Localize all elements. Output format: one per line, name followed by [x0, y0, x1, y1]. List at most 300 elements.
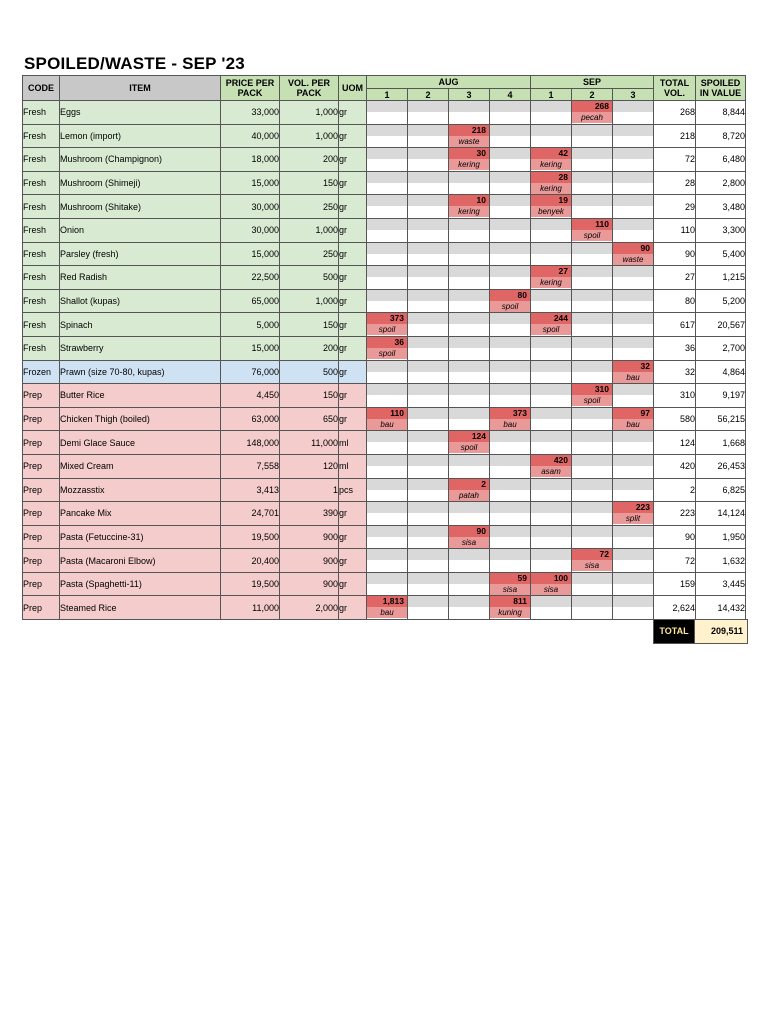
- row-price: 7,558: [221, 454, 280, 478]
- row-vol: 200: [280, 148, 339, 172]
- row-uom: gr: [339, 171, 367, 195]
- waste-reason: [572, 206, 612, 217]
- waste-qty: 42: [531, 148, 571, 159]
- row-code: Prep: [23, 431, 60, 455]
- waste-reason: [408, 419, 448, 430]
- waste-qty: [490, 266, 530, 277]
- day-cell: [572, 572, 613, 596]
- waste-qty: [449, 384, 489, 395]
- waste-qty: [449, 549, 489, 560]
- waste-qty: [367, 195, 407, 206]
- row-item: Pasta (Macaroni Elbow): [60, 549, 221, 573]
- row-total-vol: 223: [654, 502, 696, 526]
- row-price: 19,500: [221, 572, 280, 596]
- row-vol: 1,000: [280, 101, 339, 125]
- waste-qty: 218: [449, 125, 489, 136]
- waste-qty: [449, 573, 489, 584]
- waste-qty: [613, 195, 653, 206]
- row-code: Fresh: [23, 218, 60, 242]
- waste-reason: [367, 136, 407, 147]
- day-cell: [613, 525, 654, 549]
- waste-qty: [408, 243, 448, 254]
- day-cell: [408, 502, 449, 526]
- row-vol: 500: [280, 360, 339, 384]
- waste-qty: [367, 361, 407, 372]
- row-item: Butter Rice: [60, 384, 221, 408]
- waste-reason: [613, 136, 653, 147]
- day-cell: [531, 148, 572, 172]
- day-cell: [613, 124, 654, 148]
- row-item: Pasta (Spaghetti-11): [60, 572, 221, 596]
- waste-reason: kering: [531, 277, 571, 288]
- table-row: [23, 195, 746, 219]
- day-cell: [367, 431, 408, 455]
- day-cell: [490, 336, 531, 360]
- waste-qty: [408, 266, 448, 277]
- row-code: Fresh: [23, 124, 60, 148]
- waste-reason: patah: [449, 490, 489, 501]
- day-cell: [490, 525, 531, 549]
- day-cell: [367, 549, 408, 573]
- waste-reason: [613, 277, 653, 288]
- day-cell: [449, 242, 490, 266]
- day-cell: [613, 478, 654, 502]
- row-vol: 2,000: [280, 596, 339, 620]
- day-cell: [449, 266, 490, 290]
- row-code: Prep: [23, 384, 60, 408]
- header-sep-day: 1: [531, 89, 572, 101]
- waste-qty: [449, 219, 489, 230]
- table-row: [23, 124, 746, 148]
- waste-qty: [367, 549, 407, 560]
- row-price: 19,500: [221, 525, 280, 549]
- waste-qty: [490, 313, 530, 324]
- table-row: [23, 101, 746, 125]
- waste-table: [22, 75, 746, 620]
- day-cell: [572, 336, 613, 360]
- day-cell: [531, 124, 572, 148]
- day-cell: [367, 101, 408, 125]
- waste-reason: [572, 466, 612, 477]
- waste-reason: [572, 254, 612, 265]
- day-cell: [408, 266, 449, 290]
- waste-reason: spoil: [490, 301, 530, 312]
- day-cell: [449, 478, 490, 502]
- row-uom: gr: [339, 242, 367, 266]
- table-row: [23, 218, 746, 242]
- waste-reason: [613, 206, 653, 217]
- day-cell: [572, 384, 613, 408]
- waste-reason: [531, 490, 571, 501]
- day-cell: [531, 572, 572, 596]
- waste-qty: [408, 125, 448, 136]
- row-item: Prawn (size 70-80, kupas): [60, 360, 221, 384]
- waste-reason: [490, 324, 530, 335]
- day-cell: [572, 289, 613, 313]
- waste-qty: [408, 101, 448, 112]
- waste-reason: [449, 466, 489, 477]
- table-row: [23, 336, 746, 360]
- day-cell: [572, 195, 613, 219]
- day-cell: [531, 336, 572, 360]
- waste-reason: [449, 254, 489, 265]
- row-spoiled-value: 6,480: [696, 148, 746, 172]
- row-uom: ml: [339, 431, 367, 455]
- waste-qty: 36: [367, 337, 407, 348]
- waste-reason: asam: [531, 466, 571, 477]
- waste-qty: [367, 243, 407, 254]
- row-spoiled-value: 1,950: [696, 525, 746, 549]
- waste-qty: [490, 337, 530, 348]
- day-cell: [367, 195, 408, 219]
- waste-qty: [613, 148, 653, 159]
- waste-qty: [490, 148, 530, 159]
- row-item: Spinach: [60, 313, 221, 337]
- row-spoiled-value: 2,800: [696, 171, 746, 195]
- day-cell: [613, 336, 654, 360]
- day-cell: [408, 242, 449, 266]
- day-cell: [613, 289, 654, 313]
- waste-qty: [613, 455, 653, 466]
- header-sep: SEP: [531, 76, 654, 89]
- day-cell: [449, 525, 490, 549]
- day-cell: [613, 101, 654, 125]
- waste-qty: 28: [531, 172, 571, 183]
- table-row: [23, 525, 746, 549]
- day-cell: [490, 572, 531, 596]
- day-cell: [613, 549, 654, 573]
- day-cell: [449, 572, 490, 596]
- row-spoiled-value: 56,215: [696, 407, 746, 431]
- day-cell: [408, 289, 449, 313]
- day-cell: [449, 336, 490, 360]
- row-uom: gr: [339, 596, 367, 620]
- waste-qty: [408, 337, 448, 348]
- waste-reason: sisa: [531, 584, 571, 595]
- waste-reason: [367, 254, 407, 265]
- waste-qty: 811: [490, 596, 530, 607]
- waste-reason: [408, 513, 448, 524]
- waste-reason: [449, 513, 489, 524]
- row-uom: gr: [339, 124, 367, 148]
- waste-qty: 72: [572, 549, 612, 560]
- waste-reason: split: [613, 513, 653, 524]
- waste-qty: [572, 573, 612, 584]
- row-code: Prep: [23, 478, 60, 502]
- row-uom: gr: [339, 360, 367, 384]
- waste-qty: [408, 195, 448, 206]
- waste-reason: [572, 442, 612, 453]
- row-spoiled-value: 9,197: [696, 384, 746, 408]
- row-vol: 150: [280, 384, 339, 408]
- row-vol: 1,000: [280, 289, 339, 313]
- waste-qty: [572, 266, 612, 277]
- row-item: Mushroom (Champignon): [60, 148, 221, 172]
- day-cell: [572, 101, 613, 125]
- waste-reason: [367, 183, 407, 194]
- row-price: 18,000: [221, 148, 280, 172]
- waste-qty: [408, 384, 448, 395]
- row-spoiled-value: 1,668: [696, 431, 746, 455]
- row-total-vol: 2,624: [654, 596, 696, 620]
- day-cell: [408, 384, 449, 408]
- day-cell: [531, 549, 572, 573]
- waste-qty: [531, 125, 571, 136]
- waste-qty: 124: [449, 431, 489, 442]
- row-spoiled-value: 1,215: [696, 266, 746, 290]
- waste-qty: 373: [490, 408, 530, 419]
- header-code: CODE: [23, 76, 60, 101]
- day-cell: [613, 195, 654, 219]
- day-cell: [367, 289, 408, 313]
- row-item: Onion: [60, 218, 221, 242]
- row-item: Eggs: [60, 101, 221, 125]
- waste-reason: [408, 301, 448, 312]
- page-title: SPOILED/WASTE - SEP '23: [24, 54, 245, 73]
- waste-reason: [367, 230, 407, 241]
- row-uom: gr: [339, 549, 367, 573]
- waste-qty: [490, 243, 530, 254]
- day-cell: [613, 384, 654, 408]
- waste-reason: [572, 136, 612, 147]
- day-cell: [449, 195, 490, 219]
- row-vol: 500: [280, 266, 339, 290]
- day-cell: [613, 572, 654, 596]
- waste-qty: [613, 384, 653, 395]
- row-uom: gr: [339, 218, 367, 242]
- waste-reason: [367, 206, 407, 217]
- day-cell: [449, 431, 490, 455]
- waste-reason: spoil: [367, 348, 407, 359]
- waste-reason: [449, 607, 489, 618]
- day-cell: [367, 525, 408, 549]
- day-cell: [572, 431, 613, 455]
- waste-qty: [408, 290, 448, 301]
- row-price: 148,000: [221, 431, 280, 455]
- row-price: 30,000: [221, 218, 280, 242]
- row-total-vol: 32: [654, 360, 696, 384]
- day-cell: [408, 218, 449, 242]
- day-cell: [613, 502, 654, 526]
- waste-reason: [367, 513, 407, 524]
- waste-reason: kering: [531, 159, 571, 170]
- row-uom: ml: [339, 454, 367, 478]
- waste-reason: [408, 183, 448, 194]
- waste-reason: [613, 395, 653, 406]
- waste-reason: [408, 277, 448, 288]
- day-cell: [572, 407, 613, 431]
- waste-reason: [572, 419, 612, 430]
- day-cell: [613, 218, 654, 242]
- header-aug-day: 3: [449, 89, 490, 101]
- day-cell: [408, 478, 449, 502]
- waste-qty: [490, 455, 530, 466]
- waste-qty: [367, 455, 407, 466]
- waste-qty: [449, 408, 489, 419]
- waste-reason: [572, 607, 612, 618]
- waste-reason: [572, 513, 612, 524]
- waste-reason: [408, 490, 448, 501]
- row-price: 15,000: [221, 171, 280, 195]
- row-uom: gr: [339, 502, 367, 526]
- waste-reason: waste: [449, 136, 489, 147]
- day-cell: [449, 101, 490, 125]
- waste-qty: [613, 549, 653, 560]
- waste-reason: [531, 112, 571, 123]
- waste-qty: [531, 526, 571, 537]
- row-total-vol: 27: [654, 266, 696, 290]
- waste-qty: [367, 125, 407, 136]
- waste-reason: [531, 537, 571, 548]
- waste-qty: [408, 479, 448, 490]
- waste-qty: [572, 596, 612, 607]
- day-cell: [531, 360, 572, 384]
- waste-qty: [367, 479, 407, 490]
- total-label: TOTAL: [654, 620, 695, 644]
- row-vol: 900: [280, 525, 339, 549]
- waste-qty: [367, 573, 407, 584]
- waste-reason: [572, 490, 612, 501]
- waste-qty: [490, 384, 530, 395]
- waste-reason: [490, 490, 530, 501]
- waste-qty: [408, 313, 448, 324]
- waste-reason: [490, 560, 530, 571]
- table-row: [23, 407, 746, 431]
- day-cell: [531, 407, 572, 431]
- waste-qty: [572, 148, 612, 159]
- waste-reason: [613, 230, 653, 241]
- total-value: 209,511: [695, 620, 748, 644]
- day-cell: [449, 596, 490, 620]
- waste-qty: [367, 290, 407, 301]
- waste-reason: [408, 442, 448, 453]
- day-cell: [490, 596, 531, 620]
- row-vol: 200: [280, 336, 339, 360]
- waste-qty: [490, 172, 530, 183]
- day-cell: [490, 124, 531, 148]
- row-price: 30,000: [221, 195, 280, 219]
- waste-reason: [490, 348, 530, 359]
- waste-reason: [490, 136, 530, 147]
- waste-qty: [531, 479, 571, 490]
- waste-qty: [367, 148, 407, 159]
- waste-qty: [449, 596, 489, 607]
- row-uom: gr: [339, 289, 367, 313]
- waste-reason: [490, 442, 530, 453]
- day-cell: [572, 596, 613, 620]
- waste-reason: [613, 159, 653, 170]
- row-vol: 650: [280, 407, 339, 431]
- row-code: Prep: [23, 596, 60, 620]
- day-cell: [367, 572, 408, 596]
- row-price: 24,701: [221, 502, 280, 526]
- waste-qty: 10: [449, 195, 489, 206]
- waste-reason: [613, 584, 653, 595]
- waste-qty: 32: [613, 361, 653, 372]
- waste-qty: [490, 479, 530, 490]
- day-cell: [408, 313, 449, 337]
- waste-qty: [490, 101, 530, 112]
- day-cell: [449, 360, 490, 384]
- row-price: 11,000: [221, 596, 280, 620]
- day-cell: [572, 171, 613, 195]
- waste-qty: [572, 337, 612, 348]
- waste-reason: [408, 112, 448, 123]
- waste-reason: [408, 206, 448, 217]
- row-spoiled-value: 3,480: [696, 195, 746, 219]
- waste-qty: [408, 148, 448, 159]
- row-total-vol: 110: [654, 218, 696, 242]
- waste-qty: [490, 526, 530, 537]
- row-uom: gr: [339, 525, 367, 549]
- day-cell: [531, 242, 572, 266]
- waste-qty: [531, 337, 571, 348]
- header-aug: AUG: [367, 76, 531, 89]
- row-item: Mushroom (Shitake): [60, 195, 221, 219]
- waste-qty: [449, 172, 489, 183]
- waste-reason: spoil: [367, 324, 407, 335]
- waste-reason: [367, 442, 407, 453]
- row-price: 22,500: [221, 266, 280, 290]
- header-sep-day: 3: [613, 89, 654, 101]
- row-vol: 1,000: [280, 124, 339, 148]
- waste-reason: [613, 301, 653, 312]
- day-cell: [449, 124, 490, 148]
- day-cell: [531, 171, 572, 195]
- waste-reason: [408, 395, 448, 406]
- row-spoiled-value: 5,200: [696, 289, 746, 313]
- day-cell: [367, 242, 408, 266]
- waste-reason: [613, 537, 653, 548]
- day-cell: [408, 596, 449, 620]
- waste-reason: [449, 584, 489, 595]
- row-total-vol: 29: [654, 195, 696, 219]
- waste-qty: [449, 337, 489, 348]
- row-spoiled-value: 8,844: [696, 101, 746, 125]
- row-price: 40,000: [221, 124, 280, 148]
- row-code: Fresh: [23, 289, 60, 313]
- row-total-vol: 90: [654, 525, 696, 549]
- waste-reason: [572, 348, 612, 359]
- waste-qty: [613, 219, 653, 230]
- row-price: 63,000: [221, 407, 280, 431]
- waste-reason: [408, 230, 448, 241]
- day-cell: [408, 454, 449, 478]
- waste-reason: bau: [613, 372, 653, 383]
- row-vol: 900: [280, 572, 339, 596]
- waste-qty: [367, 266, 407, 277]
- row-code: Prep: [23, 454, 60, 478]
- row-code: Fresh: [23, 101, 60, 125]
- waste-qty: [613, 266, 653, 277]
- grand-total: [653, 619, 748, 644]
- day-cell: [531, 313, 572, 337]
- waste-reason: [367, 395, 407, 406]
- row-uom: gr: [339, 148, 367, 172]
- day-cell: [408, 431, 449, 455]
- waste-reason: [490, 513, 530, 524]
- waste-qty: 373: [367, 313, 407, 324]
- waste-reason: [613, 560, 653, 571]
- day-cell: [408, 148, 449, 172]
- row-spoiled-value: 1,632: [696, 549, 746, 573]
- day-cell: [531, 101, 572, 125]
- waste-reason: [531, 395, 571, 406]
- row-item: Steamed Rice: [60, 596, 221, 620]
- day-cell: [613, 360, 654, 384]
- row-code: Fresh: [23, 148, 60, 172]
- day-cell: [490, 478, 531, 502]
